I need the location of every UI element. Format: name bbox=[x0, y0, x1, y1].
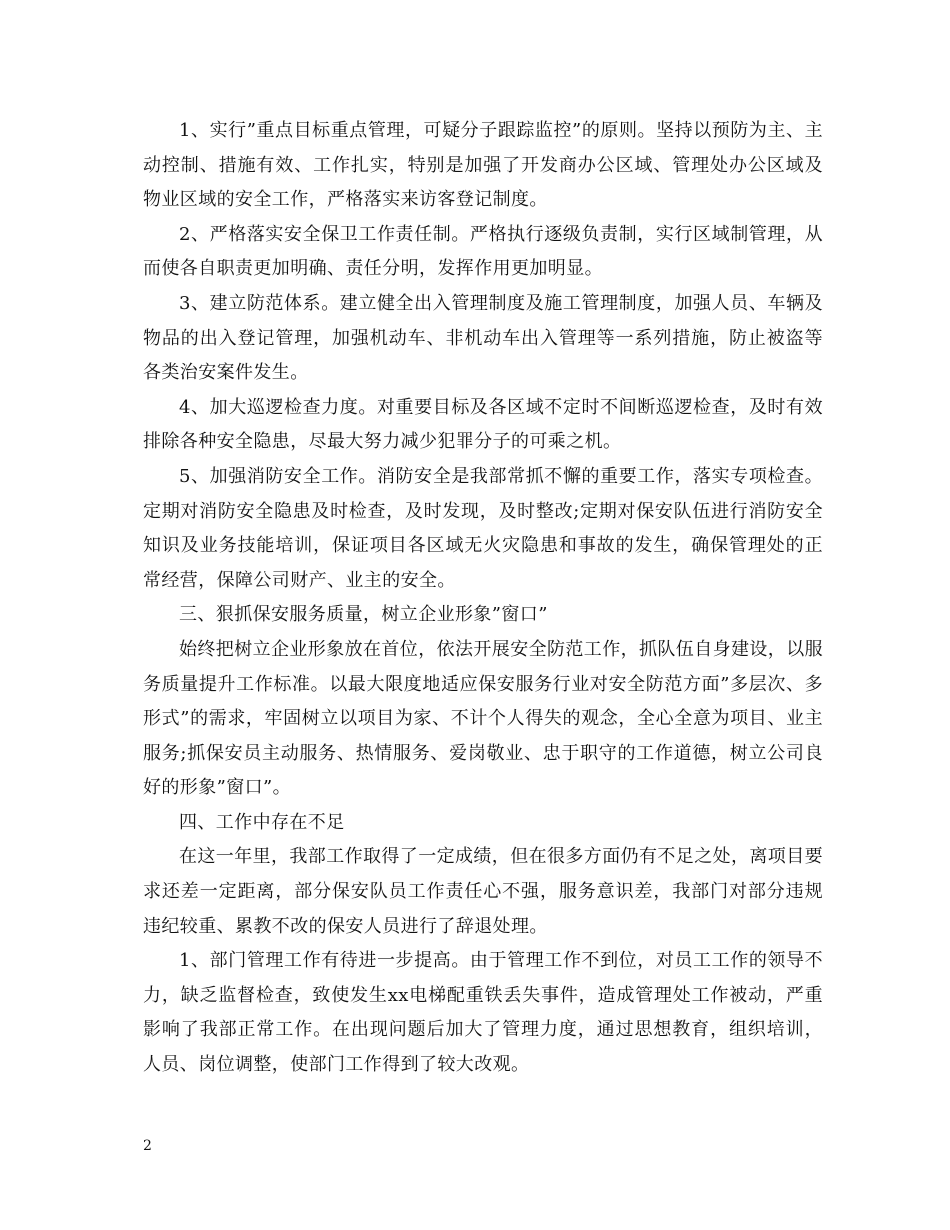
section-heading-4: 四、工作中存在不足 bbox=[179, 811, 345, 833]
document-body bbox=[143, 114, 823, 1083]
paragraph-7: 始终把树立企业形象放在首位，依法开展安全防范工作，抓队伍自身建设，以服务质量提升工作标准。以最大限度地适应保安服务行业对安全防范方面”多层次、多形式”的需求，牢固树立以项目为家、不计个人得失的观念，全心全意为项目、业主服务;抓保安员主动服务、热情服务、爱岗敬业、忠于职守的工作道德，树立公司良好的形象”窗口”。 bbox=[143, 638, 823, 799]
paragraph-3: 3、建立防范体系。建立健全出入管理制度及施工管理制度，加强人员、车辆及物品的出入登记管理，加强机动车、非机动车出入管理等一系列措施，防止被盗等各类治安案件发生。 bbox=[143, 292, 823, 384]
paragraph-5: 5、加强消防安全工作。消防安全是我部常抓不懈的重要工作，落实专项检查。定期对消防安全隐患及时检查，及时发现，及时整改;定期对保安队伍进行消防安全知识及业务技能培训，保证项目各区域无火灾隐患和事故的发生，确保管理处的正常经营，保障公司财产、业主的安全。 bbox=[143, 465, 823, 591]
section-heading-3: 三、狠抓保安服务质量，树立企业形象”窗口” bbox=[179, 604, 548, 626]
paragraph-9: 在这一年里，我部工作取得了一定成绩，但在很多方面仍有不足之处，离项目要求还差一定距离，部分保安队员工作责任心不强，服务意识差，我部门对部分违规违纪较重、累教不改的保安人员进行了辞退处理。 bbox=[143, 846, 823, 937]
page-number: 2 bbox=[143, 1138, 152, 1154]
paragraph-4: 4、加大巡逻检查力度。对重要目标及各区域不定时不间断巡逻检查，及时有效排除各种安全隐患，尽最大努力减少犯罪分子的可乘之机。 bbox=[143, 396, 823, 453]
paragraph-2: 2、严格落实安全保卫工作责任制。严格执行逐级负责制，实行区域制管理，从而使各自职责更加明确、责任分明，发挥作用更加明显。 bbox=[143, 223, 823, 280]
paragraph-1: 1、实行”重点目标重点管理，可疑分子跟踪监控”的原则。坚持以预防为主、主动控制、措施有效、工作扎实，特别是加强了开发商办公区域、管理处办公区域及物业区域的安全工作，严格落实来访客登记制度。 bbox=[143, 120, 823, 211]
paragraph-10: 1、部门管理工作有待进一步提高。由于管理工作不到位，对员工工作的领导不力，缺乏监督检查，致使发生xx电梯配重铁丢失事件，造成管理处工作被动，严重影响了我部正常工作。在出现问题后加大了管理力度，通过思想教育，组织培训，人员、岗位调整，使部门工作得到了较大改观。 bbox=[143, 950, 823, 1076]
